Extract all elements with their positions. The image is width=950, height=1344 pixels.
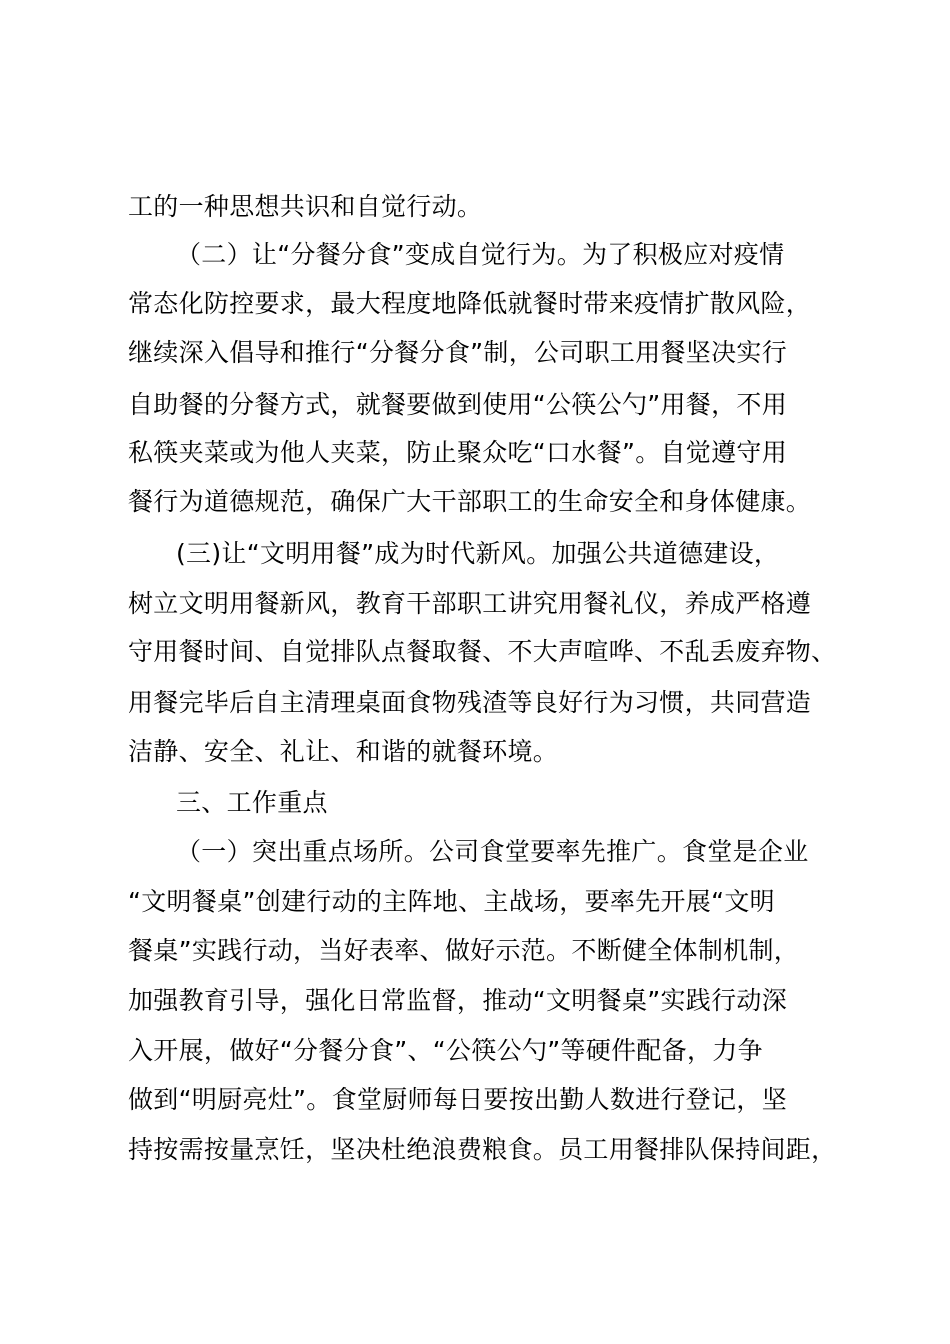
text-line: 加强教育引导，强化日常监督，推动“文明餐桌”实践行动深 xyxy=(128,986,788,1015)
text-line: 自助餐的分餐方式，就餐要做到使用“公筷公勺”用餐，不用 xyxy=(128,390,788,419)
text-line: 继续深入倡导和推行“分餐分食”制，公司职工用餐坚决实行 xyxy=(128,338,788,367)
text-line: 私筷夹菜或为他人夹菜，防止聚众吃“口水餐”。自觉遵守用 xyxy=(128,438,788,467)
text-line: “文明餐桌”创建行动的主阵地、主战场，要率先开展“文明 xyxy=(128,887,775,916)
text-line: 餐桌”实践行动，当好表率、做好示范。不断健全体制机制， xyxy=(128,936,800,965)
text-line: 做到“明厨亮灶”。食堂厨师每日要按出勤人数进行登记，坚 xyxy=(128,1085,788,1114)
text-line: （一）突出重点场所。公司食堂要率先推广。食堂是企业 xyxy=(176,837,809,866)
text-line: 餐行为道德规范，确保广大干部职工的生命安全和身体健康。 xyxy=(128,487,812,516)
text-line: 工的一种思想共识和自觉行动。 xyxy=(128,192,483,221)
text-line: 洁静、安全、礼让、和谐的就餐环境。 xyxy=(128,737,559,766)
section-heading: 三、工作重点 xyxy=(176,788,328,817)
text-line: 入开展，做好“分餐分食”、“公筷公勺”等硬件配备，力争 xyxy=(128,1036,763,1065)
text-line: （二）让“分餐分食”变成自觉行为。为了积极应对疫情 xyxy=(176,240,785,269)
text-line: 用餐完毕后自主清理桌面食物残渣等良好行为习惯，共同营造 xyxy=(128,688,812,717)
text-line: 持按需按量烹饪，坚决杜绝浪费粮食。员工用餐排队保持间距， xyxy=(128,1135,837,1164)
text-line: (三)让“文明用餐”成为时代新风。加强公共道德建设， xyxy=(176,539,780,568)
text-line: 常态化防控要求，最大程度地降低就餐时带来疫情扩散风险， xyxy=(128,289,812,318)
text-line: 树立文明用餐新风，教育干部职工讲究用餐礼仪，养成严格遵 xyxy=(128,589,812,618)
text-line: 守用餐时间、自觉排队点餐取餐、不大声喧哗、不乱丢废弃物、 xyxy=(128,637,837,666)
